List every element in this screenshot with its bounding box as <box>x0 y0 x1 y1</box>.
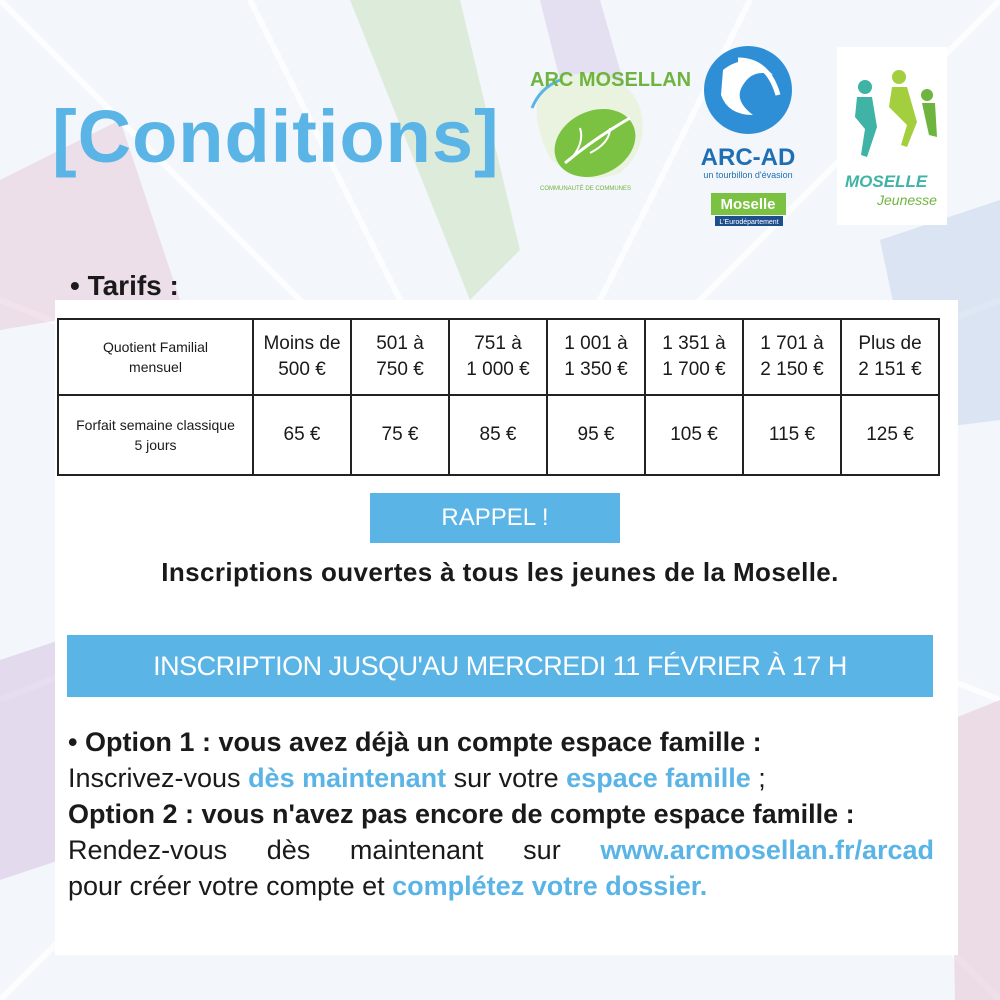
price-cell: 125 € <box>841 395 939 475</box>
arc-mosellan-subtitle: COMMUNAUTÉ DE COMMUNES <box>540 186 631 192</box>
price-cell: 115 € <box>743 395 841 475</box>
quotient-cell-line1: 1 351 à <box>662 333 726 354</box>
price-cell: 95 € <box>547 395 645 475</box>
price-cell: 85 € <box>449 395 547 475</box>
price-cell: 75 € <box>351 395 449 475</box>
quotient-cell-line2: 750 € <box>376 359 424 380</box>
quotient-cell-line2: 1 350 € <box>564 359 628 380</box>
inscription-deadline-banner: INSCRIPTION JUSQU'AU MERCREDI 11 FÉVRIER À 17 H <box>67 635 933 697</box>
eurodepartement-label: L'Eurodépartement <box>719 219 779 226</box>
moselle-jeunesse-logo <box>837 47 947 225</box>
quotient-label-text: Quotient Familial mensuel <box>102 339 209 375</box>
quotient-cell <box>449 319 547 395</box>
arcmosellan-url-link[interactable]: www.arcmosellan.fr/arcad <box>600 835 934 865</box>
quotient-cell-line1: 1 001 à <box>564 333 628 354</box>
arc-ad-name: ARC-AD <box>700 144 796 171</box>
options-section <box>68 724 934 904</box>
table-row-quotient <box>58 319 939 395</box>
quotient-cell <box>253 319 351 395</box>
forfait-label-line1: Forfait semaine classique <box>76 417 235 433</box>
arc-ad-tagline: un tourbillon d'évasion <box>703 170 793 180</box>
option2-heading: Option 2 : vous n'avez pas encore de compte espace famille : <box>68 799 855 829</box>
moselle-badge: Moselle <box>720 196 776 213</box>
quotient-cell <box>645 319 743 395</box>
option1-pre: Inscrivez-vous <box>68 763 249 793</box>
des-maintenant-link[interactable]: dès maintenant <box>248 763 447 793</box>
option1-mid: sur votre <box>446 763 567 793</box>
page-title: [Conditions] <box>52 95 500 178</box>
arc-ad-logo <box>683 40 813 230</box>
quotient-cell-line2: 500 € <box>278 359 326 380</box>
espace-famille-link[interactable]: espace famille <box>566 763 751 793</box>
rappel-badge: RAPPEL ! <box>370 493 620 543</box>
quotient-cell <box>743 319 841 395</box>
completez-dossier-link[interactable]: complétez votre dossier. <box>392 871 708 901</box>
option1-text <box>68 760 934 796</box>
option1-post: ; <box>750 763 766 793</box>
price-cell: 105 € <box>645 395 743 475</box>
price-cell: 65 € <box>253 395 351 475</box>
option1-heading: • Option 1 : vous avez déjà un compte espace famille : <box>68 727 762 757</box>
forfait-label <box>58 395 253 475</box>
quotient-cell <box>841 319 939 395</box>
quotient-cell <box>351 319 449 395</box>
quotient-label <box>58 319 253 395</box>
arc-mosellan-name: ARC MOSELLAN <box>530 69 692 91</box>
moselle-jeunesse-line2: Jeunesse <box>877 192 937 208</box>
quotient-cell-line1: Moins de <box>263 333 341 354</box>
open-inscriptions-text: Inscriptions ouvertes à tous les jeunes de la Moselle. <box>161 557 839 587</box>
option2-text-line1 <box>68 832 934 868</box>
quotient-cell-line1: 501 à <box>376 333 424 354</box>
quotient-cell-line2: 1 000 € <box>466 359 530 380</box>
tarifs-table <box>57 318 940 476</box>
moselle-jeunesse-line1: MOSELLE <box>845 172 928 191</box>
tarifs-heading: • Tarifs : <box>70 270 179 301</box>
option2-pre2: pour créer votre compte et <box>68 871 393 901</box>
quotient-cell-line1: 1 701 à <box>760 333 824 354</box>
quotient-cell-line1: Plus de <box>858 333 922 354</box>
forfait-label-line2: 5 jours <box>134 437 177 453</box>
quotient-cell-line2: 2 151 € <box>858 359 922 380</box>
option2-text-line2 <box>68 868 934 904</box>
option2-pre: Rendez-vous dès maintenant sur <box>68 835 601 865</box>
quotient-cell-line1: 751 à <box>474 333 522 354</box>
arc-mosellan-logo <box>510 48 692 198</box>
quotient-cell <box>547 319 645 395</box>
quotient-cell-line2: 1 700 € <box>662 359 726 380</box>
quotient-cell-line2: 2 150 € <box>760 359 824 380</box>
table-row-forfait <box>58 395 939 475</box>
